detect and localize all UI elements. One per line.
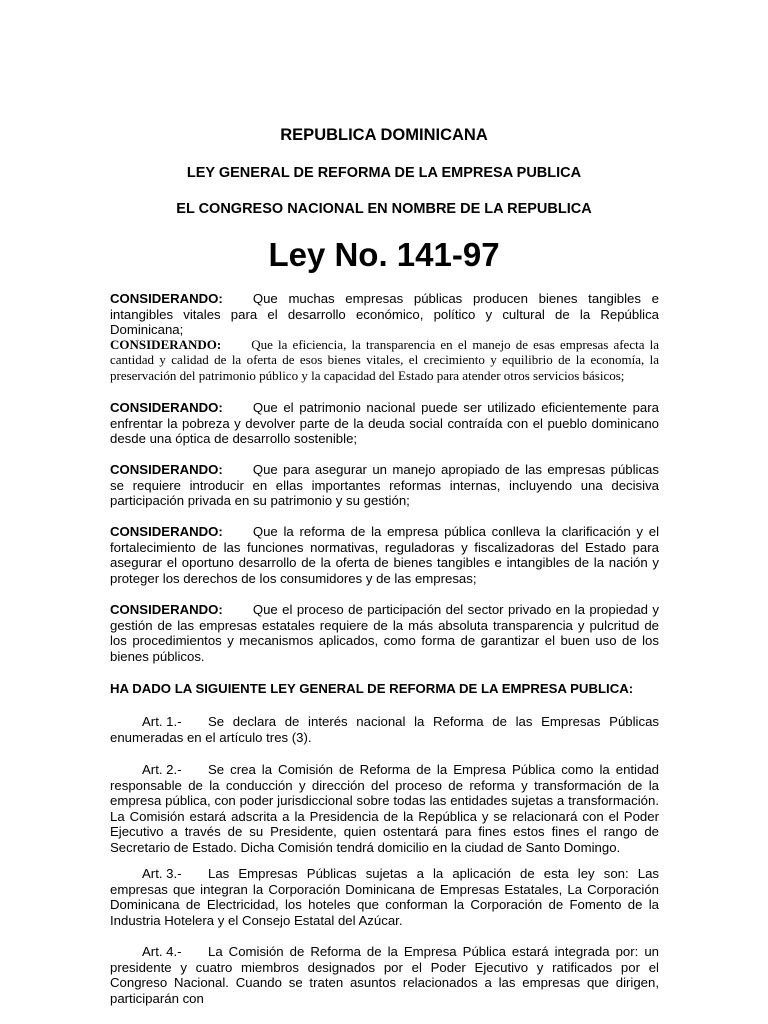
considerando-3	[110, 400, 659, 447]
considerando-text: Que la reforma de la empresa pública conlleva la clarificación y el fortalecimiento de las funciones normativas, reguladoras y fiscalizadoras del Estado para asegurar el oportuno desarrollo de la oferta de bienes tangibles e intangibles de la nación y proteger los derechos de los consumidores y de las empresas;	[110, 524, 659, 586]
law-number: Ley No. 141-97	[268, 236, 500, 273]
article-text: Las Empresas Públicas sujetas a la aplicación de esta ley son: Las empresas que integran la Corporación Dominicana de Empresas Estatales, La Corporación Dominicana de Electricidad, los hoteles que conforman la Corporación de Fomento de la Industria Hotelera y el Consejo Estatal del Azúcar.	[110, 866, 659, 928]
considerando-5	[110, 524, 659, 586]
article-label: Art. 4.-	[142, 944, 182, 959]
country-heading: REPUBLICA DOMINICANA	[280, 126, 488, 144]
enacting-clause: HA DADO LA SIGUIENTE LEY GENERAL DE REFORMA DE LA EMPRESA PUBLICA:	[110, 681, 634, 696]
considerando-label: CONSIDERANDO:	[110, 462, 223, 477]
article-label: Art. 2.-	[142, 762, 182, 777]
article-3	[110, 866, 659, 928]
article-text: La Comisión de Reforma de la Empresa Pública estará integrada por: un presidente y cuatro miembros designados por el Poder Ejecutivo y ratificados por el Congreso Nacional. Cuando se traten asuntos relacionados a las empresas que dirigen, participarán con	[110, 944, 659, 1006]
considerando-6	[110, 602, 659, 664]
article-1	[110, 714, 659, 745]
article-label: Art. 3.-	[142, 866, 182, 881]
considerando-label: CONSIDERANDO:	[110, 400, 223, 415]
considerando-label: CONSIDERANDO:	[110, 337, 222, 352]
article-2	[110, 762, 659, 856]
article-4	[110, 944, 659, 1006]
considerando-text: Que la eficiencia, la transparencia en el manejo de esas empresas afecta la cantidad y calidad de la oferta de esos bienes vitales, el crecimiento y equilibrio de la economía, la preservación del patrimonio público y la capacidad del Estado para atender otros servicios básicos;	[110, 337, 659, 383]
law-title: LEY GENERAL DE REFORMA DE LA EMPRESA PUBLICA	[186, 165, 582, 181]
considerando-4	[110, 462, 659, 509]
article-text: Se crea la Comisión de Reforma de la Empresa Pública como la entidad responsable de la conducción y dirección del proceso de reforma y transformación de la empresa pública, con poder jurisdiccional sobre todas las entidades sujetas a transformación. La Comisión estará adscrita a la Presidencia de la República y se relacionará con el Poder Ejecutivo a través de su Presidente, quien ostentará para fines estos fines el rango de Secretario de Estado. Dicha Comisión tendrá domicilio en la ciudad de Santo Domingo.	[110, 762, 659, 855]
considerando-2	[110, 337, 659, 383]
considerando-text: Que muchas empresas públicas producen bienes tangibles e intangibles vitales para el desarrollo económico, político y cultural de la República Dominicana;	[110, 291, 659, 338]
considerando-1	[110, 291, 659, 338]
considerando-label: CONSIDERANDO:	[110, 291, 223, 306]
article-text: Se declara de interés nacional la Reforma de las Empresas Públicas enumeradas en el artículo tres (3).	[110, 714, 659, 745]
congress-heading: EL CONGRESO NACIONAL EN NOMBRE DE LA REPUBLICA	[176, 201, 592, 217]
considerando-text: Que el proceso de participación del sector privado en la propiedad y gestión de las empresas estatales requiere de la más absoluta transparencia y pulcritud de los procedimientos y mecanismos aplicados, como forma de garantizar el buen uso de los bienes públicos.	[110, 602, 659, 664]
considerando-text: Que para asegurar un manejo apropiado de las empresas públicas se requiere introducir en ellas importantes reformas internas, incluyendo una decisiva participación privada en su patrimonio y su gestión;	[110, 462, 659, 509]
considerando-label: CONSIDERANDO:	[110, 602, 223, 617]
considerando-label: CONSIDERANDO:	[110, 524, 223, 539]
considerando-text: Que el patrimonio nacional puede ser utilizado eficientemente para enfrentar la pobreza y devolver parte de la deuda social contraída con el pueblo dominicano desde una óptica de desarrollo sostenible;	[110, 400, 659, 447]
article-label: Art. 1.-	[142, 714, 182, 729]
